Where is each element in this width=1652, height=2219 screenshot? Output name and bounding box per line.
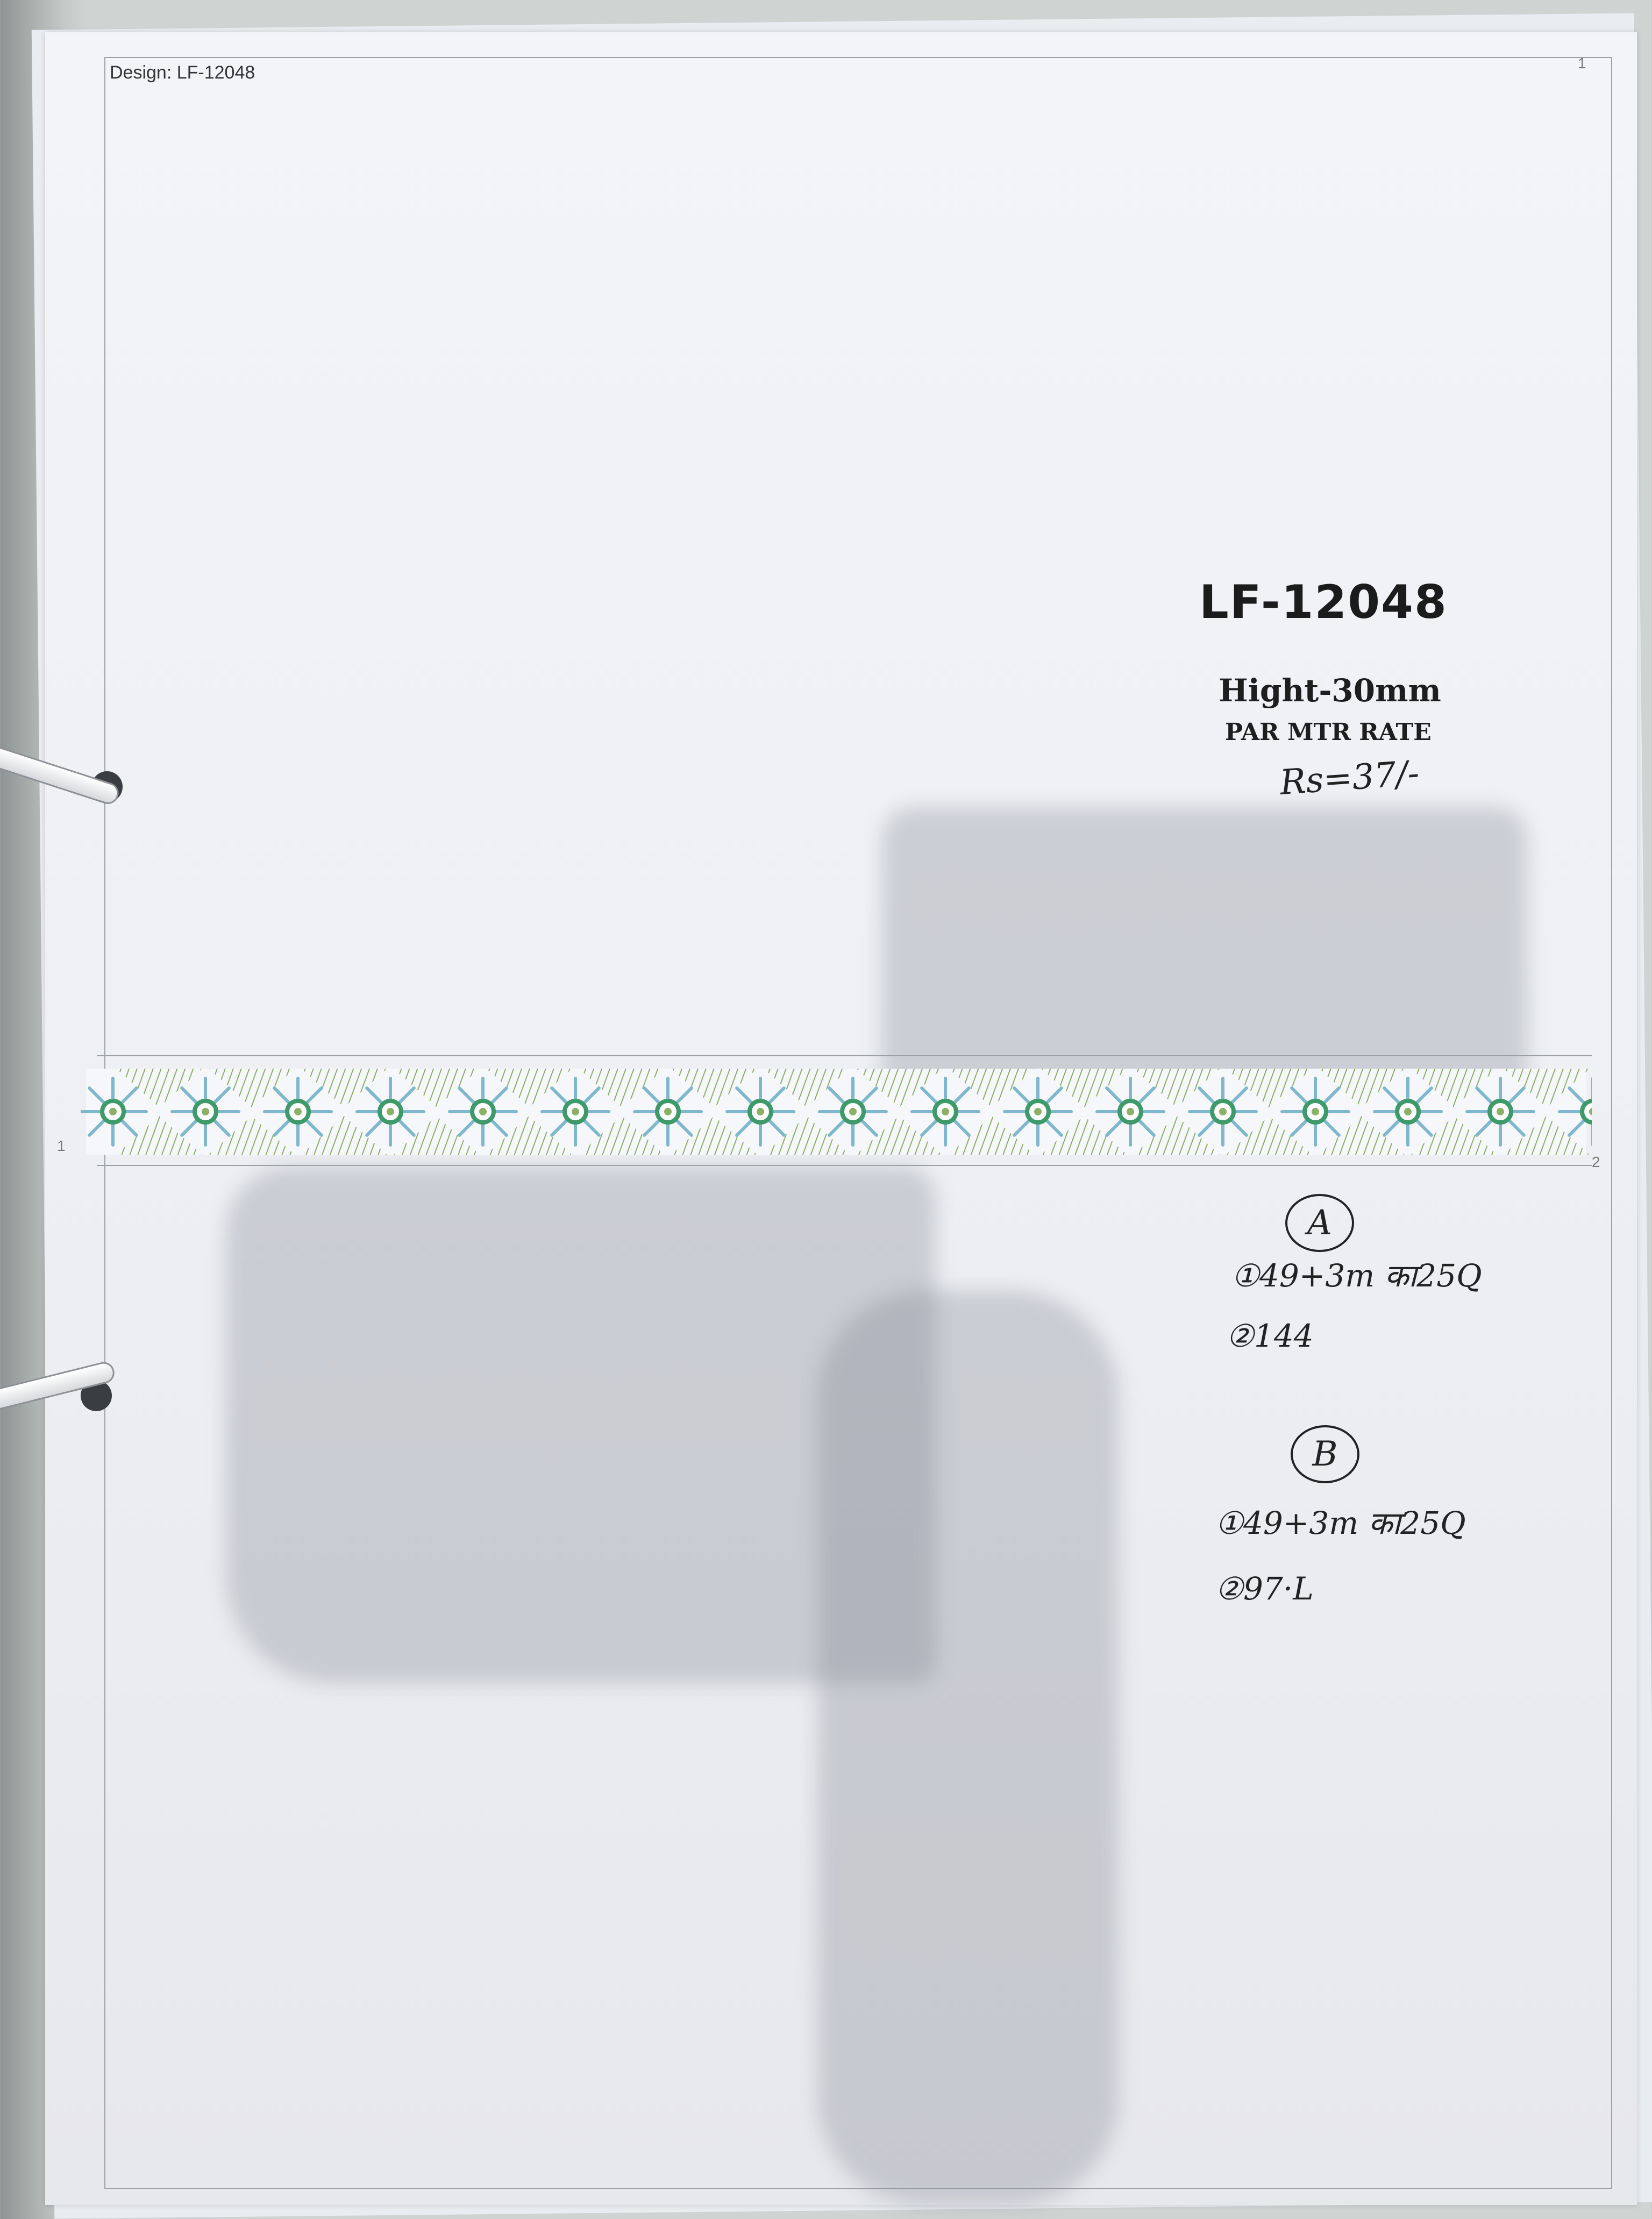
lace-flower-motif (357, 1078, 424, 1145)
rate-label: PAR MTR RATE (1225, 719, 1432, 746)
product-code-title: LF-12048 (1199, 575, 1448, 629)
section-b-line2: ②97·L (1215, 1570, 1314, 1607)
design-label: Design: LF-12048 (110, 62, 255, 83)
section-b-line1: ①49+3m का25Q (1215, 1505, 1466, 1541)
section-a-line1: ①49+3m का25Q (1231, 1257, 1482, 1294)
section-b-circle: B (1291, 1425, 1359, 1483)
lace-flower-motif (727, 1078, 794, 1145)
lace-flower-motif (1375, 1078, 1441, 1145)
lace-flower-motif (1190, 1078, 1256, 1145)
strip-end-number: 2 (1592, 1154, 1600, 1170)
lace-pattern (81, 1046, 1592, 1170)
section-a-line2: ②144 (1226, 1318, 1314, 1354)
lace-flower-motif (912, 1078, 979, 1145)
lace-flower-motif (1467, 1078, 1534, 1145)
lace-flower-motif (81, 1078, 146, 1145)
lace-flower-motif (542, 1078, 609, 1145)
lace-strip (57, 1046, 1600, 1170)
height-spec: Hight-30mm (1219, 672, 1441, 709)
handwritten-rate: Rs=37/- (1278, 753, 1421, 803)
page-corner-number: 1 (1578, 55, 1586, 72)
lace-flower-motif (265, 1078, 331, 1145)
section-a-circle: A (1285, 1194, 1354, 1252)
lace-flower-motif (172, 1078, 239, 1145)
lace-flower-motif (1005, 1078, 1071, 1145)
lace-flower-motif (1282, 1078, 1349, 1145)
lace-flower-motif (1097, 1078, 1164, 1145)
hand-shadow-arm (817, 1291, 1119, 2205)
lace-flower-motif (820, 1078, 886, 1145)
lace-flower-motif (450, 1078, 516, 1145)
strip-start-number: 1 (57, 1137, 66, 1154)
lace-flower-motif (635, 1078, 701, 1145)
